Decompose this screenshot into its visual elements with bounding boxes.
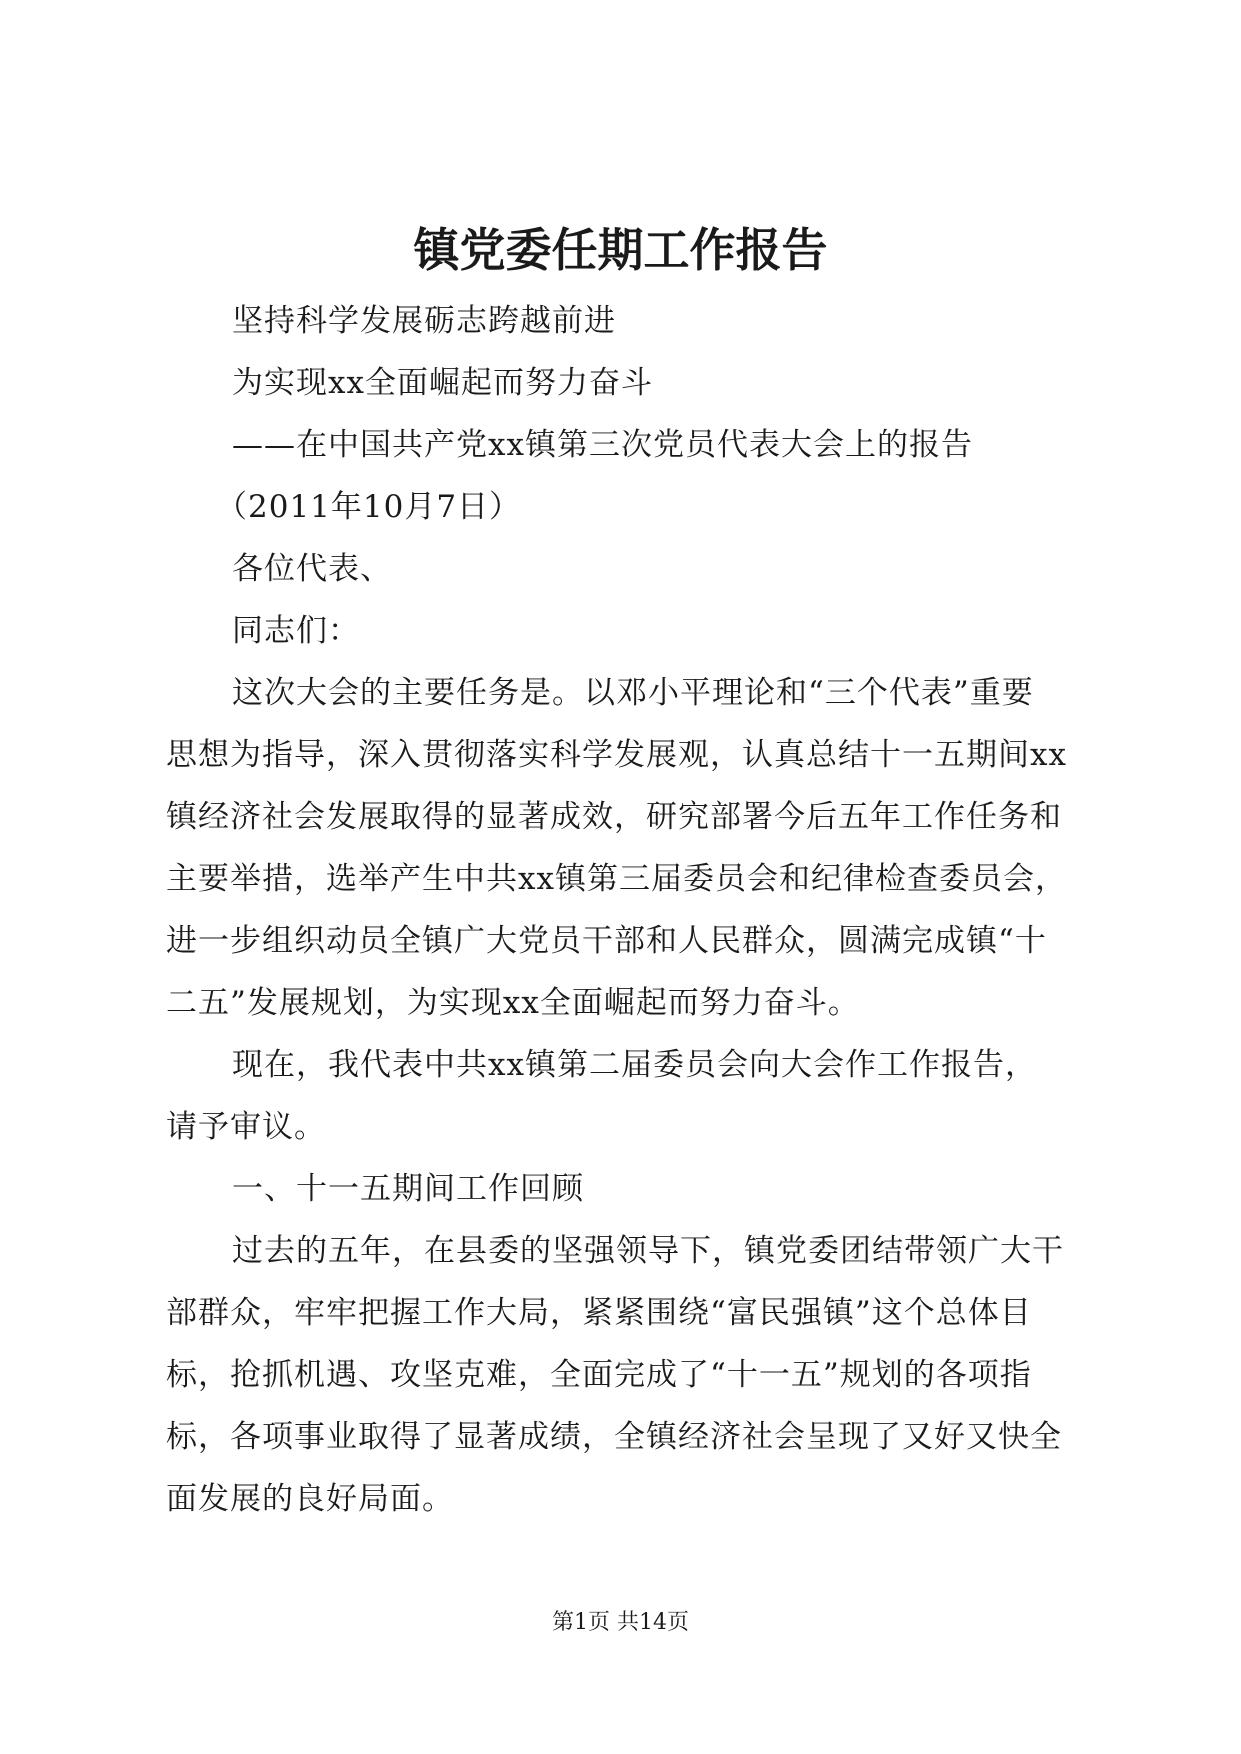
paragraph-line: 镇经济社会发展取得的显著成效，研究部署今后五年工作任务和 xyxy=(166,799,1062,835)
section-heading: 一、十一五期间工作回顾 xyxy=(232,1171,584,1207)
paragraph-line: 思想为指导，深入贯彻落实科学发展观，认真总结十一五期间xx xyxy=(166,737,1067,773)
paragraph-line: 主要举措，选举产生中共xx镇第三届委员会和纪律检查委员会， xyxy=(166,861,1067,897)
paragraph-submission xyxy=(166,1034,1084,1158)
salutation-comrades: 同志们： xyxy=(232,613,360,649)
paragraph-line: 过去的五年，在县委的坚强领导下，镇党委团结带领广大干 xyxy=(232,1233,1064,1269)
paragraph-line: 二五”发展规划，为实现xx全面崛起而努力奋斗。 xyxy=(166,985,860,1021)
paragraph-line: 这次大会的主要任务是。以邓小平理论和“三个代表”重要 xyxy=(232,675,1034,711)
paragraph-line: 部群众，牢牢把握工作大局，紧紧围绕“富民强镇”这个总体目 xyxy=(166,1295,1032,1331)
subtitle-line-3: ——在中国共产党xx镇第三次党员代表大会上的报告 xyxy=(232,427,973,463)
document-title: 镇党委任期工作报告 xyxy=(413,223,828,277)
salutation-delegates: 各位代表、 xyxy=(232,551,392,587)
paragraph-line: 面发展的良好局面。 xyxy=(166,1481,454,1517)
paragraph-line: 现在，我代表中共xx镇第二届委员会向大会作工作报告， xyxy=(232,1047,1037,1083)
paragraph-line: 标，抢抓机遇、攻坚克难，全面完成了“十一五”规划的各项指 xyxy=(166,1357,1032,1393)
subtitle-line-2: 为实现xx全面崛起而努力奋斗 xyxy=(232,365,653,401)
paragraph-review xyxy=(166,1220,1084,1530)
paragraph-line: 进一步组织动员全镇广大党员干部和人民群众，圆满完成镇“十 xyxy=(166,923,1047,959)
paragraph-opening xyxy=(166,662,1084,1034)
page-footer: 第1页 共14页 xyxy=(552,1610,689,1635)
report-date: （2011年10月7日） xyxy=(216,489,522,525)
paragraph-line: 请予审议。 xyxy=(166,1109,326,1145)
paragraph-line: 标，各项事业取得了显著成绩，全镇经济社会呈现了又好又快全 xyxy=(166,1419,1062,1455)
subtitle-line-1: 坚持科学发展砺志跨越前进 xyxy=(232,303,616,339)
document-body xyxy=(166,290,1084,1530)
